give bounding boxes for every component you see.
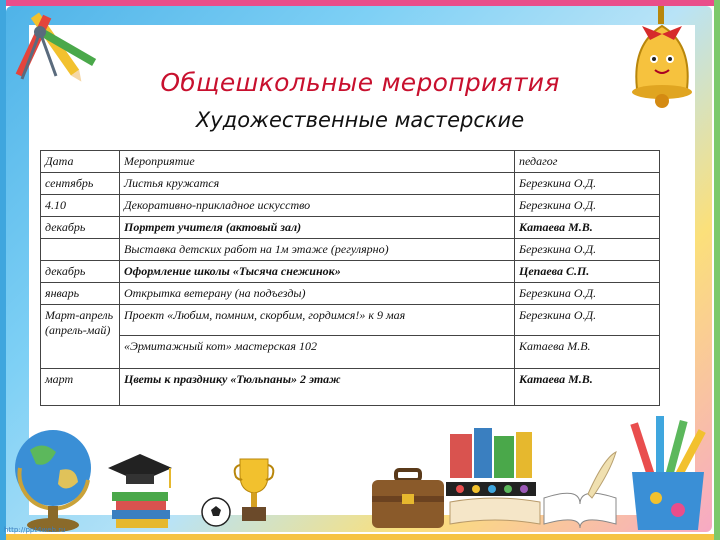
table-row: [41, 305, 660, 336]
header-event: Мероприятие: [120, 151, 515, 173]
globe-icon: [8, 420, 98, 535]
graduation-cap-icon: [100, 448, 180, 530]
table-row: [41, 217, 660, 239]
cell-event: Открытка ветерану (на подъезды): [120, 283, 515, 305]
frame-stripe-bottom: [0, 534, 720, 540]
pencil-cup-icon: [620, 414, 716, 534]
cell-event: Портрет учителя (актовый зал): [120, 217, 515, 239]
cell-teacher: Березкина О.Д.: [515, 239, 660, 261]
cell-teacher: Катаева М.В.: [515, 217, 660, 239]
cell-event: «Эрмитажный кот» мастерская 102: [120, 336, 515, 369]
cell-date: 4.10: [41, 195, 120, 217]
open-book-quill-icon: [540, 448, 620, 532]
table-row: [41, 195, 660, 217]
header-teacher: педагог: [515, 151, 660, 173]
cell-teacher: Катаева М.В.: [515, 369, 660, 406]
table-row: [41, 336, 660, 369]
table-header-row: [41, 151, 660, 173]
cell-date: декабрь: [41, 217, 120, 239]
cell-date: сентябрь: [41, 173, 120, 195]
cell-event: Выставка детских работ на 1м этаже (регулярно): [120, 239, 515, 261]
cell-date: [41, 239, 120, 261]
cell-event: Цветы к празднику «Тюльпаны» 2 этаж: [120, 369, 515, 406]
table-row: [41, 173, 660, 195]
cell-event: Листья кружатся: [120, 173, 515, 195]
school-bell-icon: [612, 4, 712, 124]
header-date: Дата: [41, 151, 120, 173]
table-row: [41, 369, 660, 406]
books-and-paints-icon: [440, 424, 550, 530]
footer-url: http://ppt4web.ru: [4, 526, 66, 534]
events-table: [40, 150, 660, 406]
cell-event: Декоративно-прикладное искусство: [120, 195, 515, 217]
trophy-icon: [232, 455, 276, 527]
table-row: [41, 283, 660, 305]
cell-date: март: [41, 369, 120, 406]
cell-date: Март-апрель (апрель-май): [41, 305, 120, 369]
cell-teacher: Березкина О.Д.: [515, 173, 660, 195]
soccer-ball-icon: [200, 496, 232, 528]
cell-teacher: Березкина О.Д.: [515, 283, 660, 305]
page-subtitle: Художественные мастерские: [195, 108, 525, 132]
page-title: Общешкольные мероприятия: [160, 68, 560, 97]
cell-teacher: Цепаева С.П.: [515, 261, 660, 283]
cell-teacher: Березкина О.Д.: [515, 195, 660, 217]
cell-event: Проект «Любим, помним, скорбим, гордимся!» к 9 мая: [120, 305, 515, 336]
briefcase-icon: [368, 466, 448, 532]
cell-date: январь: [41, 283, 120, 305]
cell-teacher: Катаева М.В.: [515, 336, 660, 369]
cell-date: декабрь: [41, 261, 120, 283]
cell-teacher: Березкина О.Д.: [515, 305, 660, 336]
cell-event: Оформление школы «Тысяча снежинок»: [120, 261, 515, 283]
table-row: [41, 239, 660, 261]
table-row: [41, 261, 660, 283]
